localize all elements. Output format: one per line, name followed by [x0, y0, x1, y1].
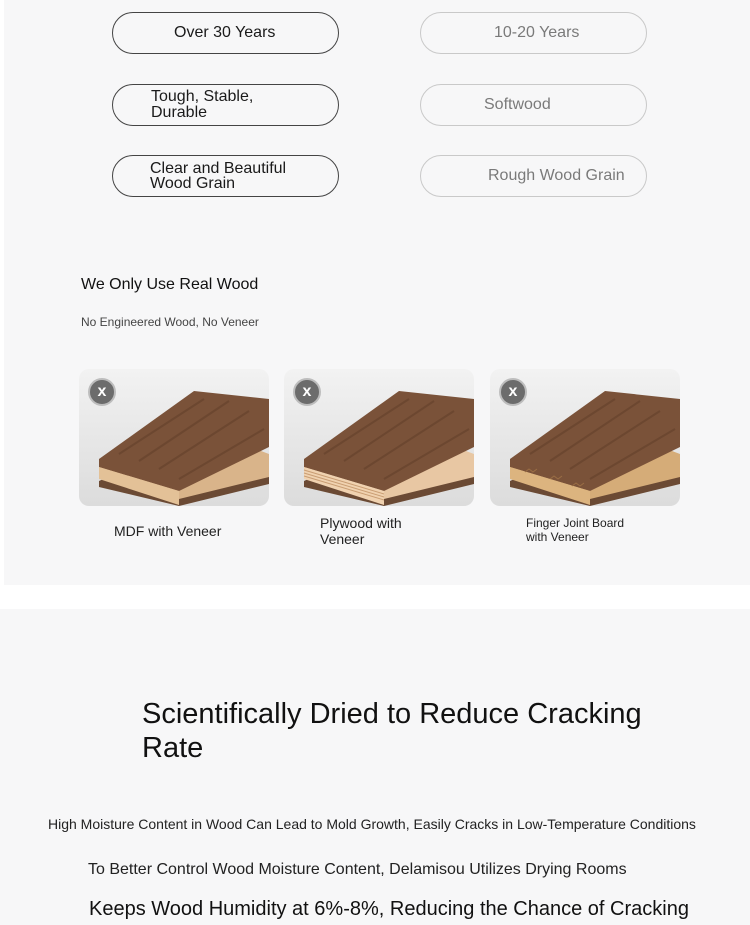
mdf-x-icon: x — [88, 378, 116, 406]
plywood-x-icon: x — [293, 378, 321, 406]
pill-theirs-lifespan-label: 10-20 Years — [494, 24, 580, 41]
pill-theirs-strength — [420, 84, 647, 126]
card-plywood — [284, 369, 474, 506]
finger-joint-x-icon: x — [499, 378, 527, 406]
real-wood-subtitle: No Engineered Wood, No Veneer — [81, 315, 259, 329]
pill-ours-grain — [112, 155, 339, 197]
pill-theirs-grain — [420, 155, 647, 197]
pill-ours-strength — [112, 84, 339, 126]
pill-theirs-grain-label: Rough Wood Grain — [488, 167, 625, 184]
pill-ours-grain-label: Clear and Beautiful Wood Grain — [150, 160, 287, 192]
card-mdf-label: MDF with Veneer — [114, 523, 222, 539]
card-mdf — [79, 369, 269, 506]
pill-theirs-strength-label: Softwood — [484, 96, 551, 113]
pill-ours-lifespan-label: Over 30 Years — [174, 24, 276, 41]
real-wood-title: We Only Use Real Wood — [81, 276, 259, 293]
drying-line-2: To Better Control Wood Moisture Content, Delamisou Utilizes Drying Rooms — [88, 861, 627, 878]
card-finger-joint — [490, 369, 680, 506]
pill-theirs-lifespan — [420, 12, 647, 54]
pill-ours-strength-label: Tough, Stable, Durable — [151, 88, 254, 121]
drying-line-3: Keeps Wood Humidity at 6%-8%, Reducing the Chance of Cracking — [89, 898, 689, 920]
pill-ours-lifespan — [112, 12, 339, 54]
card-plywood-label: Plywood with Veneer — [320, 515, 402, 547]
drying-line-1: High Moisture Content in Wood Can Lead to Mold Growth, Easily Cracks in Low-Temperature Conditions — [48, 816, 696, 832]
drying-title: Scientifically Dried to Reduce Cracking Rate — [142, 698, 642, 764]
card-finger-joint-label: Finger Joint Board with Veneer — [526, 516, 625, 544]
